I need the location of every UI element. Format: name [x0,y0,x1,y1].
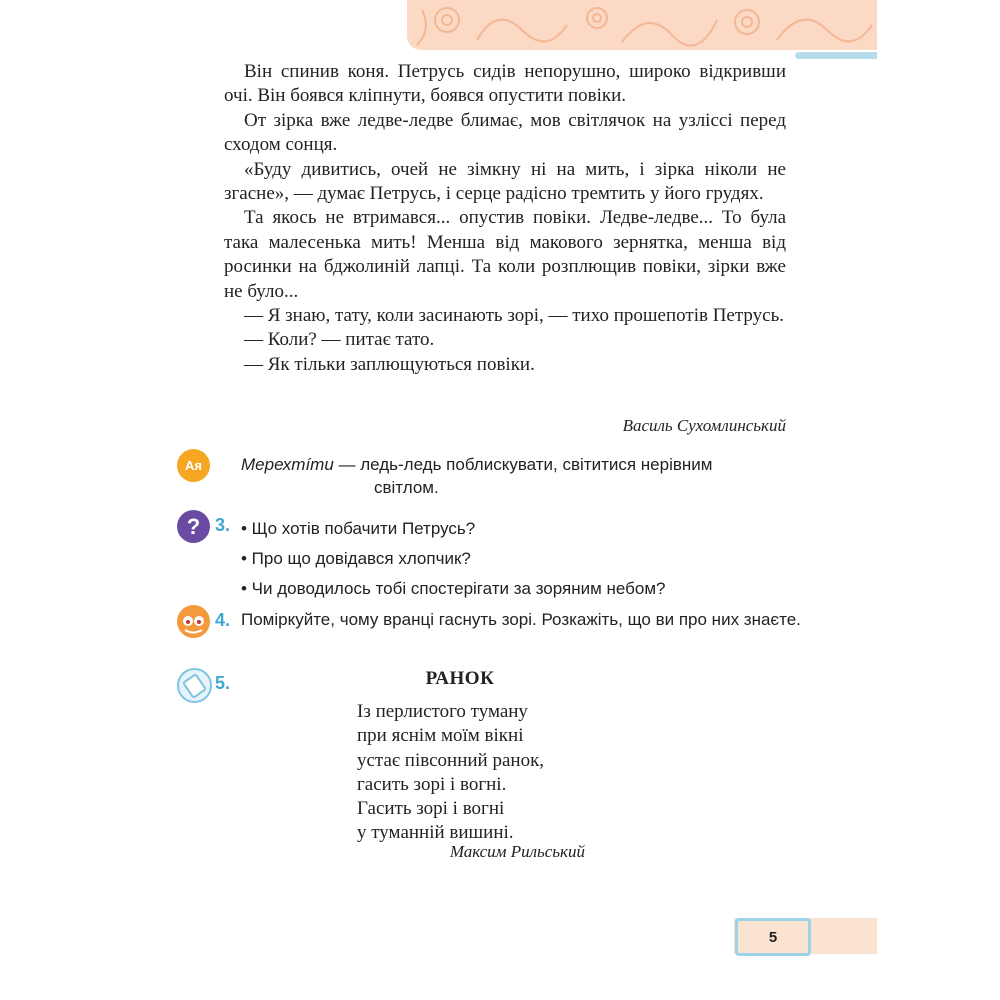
header-accent-line [795,52,877,59]
question-icon: ? [177,510,210,543]
header-ornament [407,0,877,50]
poem-title: РАНОК [425,668,495,689]
question-list [241,514,666,604]
glossary-entry [241,453,801,499]
poem-line: Гасить зорі і вогні [357,798,505,820]
story-text [224,60,786,377]
page-number: 5 [735,918,811,956]
poem-line: устає півсонний ранок, [357,749,545,771]
task-number: 5. [215,673,231,693]
story-paragraph: — Як тільки заплющуються повіки. [244,353,535,375]
book-icon [177,668,212,703]
task-text: Поміркуйте, чому вранці гаснуть зорі. Розкажіть, що ви про них знаєте. [241,610,801,629]
task-number: 4. [215,610,231,630]
glossary-definition: — ледь-ледь поблискувати, світитися нерівним [333,455,713,474]
story-paragraph: Та якось не втримався... опустив повіки. Ледве-ледве... То була така малесенька мить! Менша від макового зернятка, менша від росинки на бджолиній лапці. Та коли розплющив повіки, зірки вже не було... [224,207,786,302]
question-item: • Що хотів побачити Петрусь? [241,519,476,538]
task-number: 3. [215,515,231,535]
dictionary-icon [177,449,210,482]
poem-lines [357,700,544,846]
poem-line: Із перлистого туману [357,701,528,722]
story-paragraph: — Коли? — питає тато. [244,329,435,351]
glossary-term: Мерехтíти [241,455,334,474]
story-author: Василь Сухомлинський [622,416,786,435]
question-item: • Чи доводилось тобі спостерігати за зоряним небом? [241,579,666,598]
poem-line: гасить зорі і вогні. [357,773,507,795]
poem-line: у туманній вишині. [357,822,514,844]
glossary-definition-continued: світлом. [374,478,439,497]
story-paragraph: «Буду дивитись, очей не зімкну ні на мить, і зірка ніколи не згасне», — думає Петрусь, і серце радісно тремтить у його грудях. [224,158,786,205]
poem-line: при яснім моїм вікні [357,725,524,747]
poem-author: Максим Рильський [449,842,585,861]
question-item: • Про що довідався хлопчик? [241,549,471,568]
story-paragraph: От зірка вже ледве-ледве блимає, мов світлячок на узліссі перед сходом сонця. [224,109,786,156]
story-paragraph: Він спинив коня. Петрусь сидів непорушно, широко відкривши очі. Він боявся кліпнути, боявся опустити повіки. [224,61,786,107]
floral-ornament-icon [407,0,877,50]
dictionary-icon-label: Ая [185,458,202,473]
discussion-icon [177,605,210,638]
story-paragraph: — Я знаю, тату, коли засинають зорі, — тихо прошепотів Петрусь. [244,305,784,327]
